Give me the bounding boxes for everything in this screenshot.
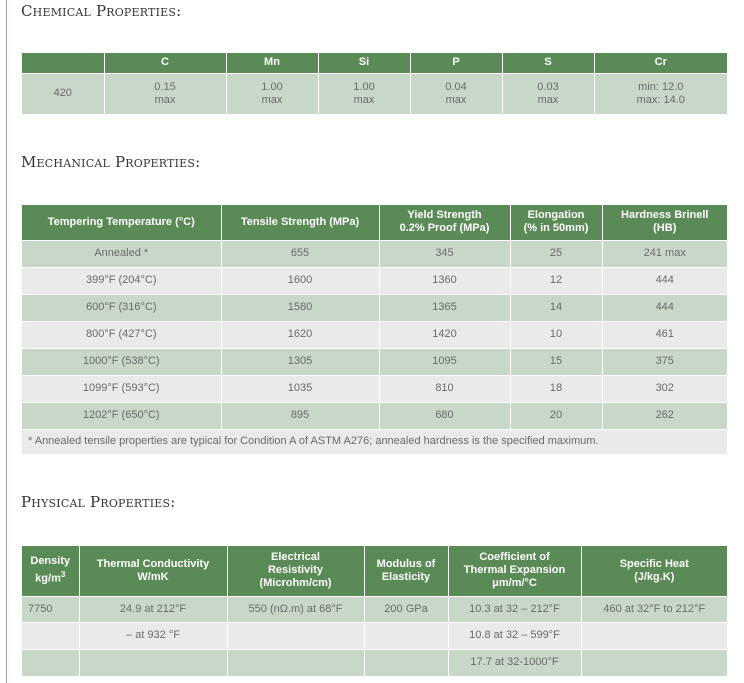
electrical-resistivity-cell bbox=[227, 622, 364, 649]
tensile-cell: 1600 bbox=[221, 267, 379, 294]
chemical-header-grade bbox=[22, 53, 104, 73]
table-row bbox=[22, 596, 727, 622]
table-row bbox=[22, 402, 727, 429]
density-cell bbox=[22, 622, 79, 649]
tensile-cell: 655 bbox=[221, 240, 379, 267]
mechanical-properties-title: Mechanical Properties: bbox=[21, 153, 201, 171]
left-border-rule bbox=[6, 0, 7, 683]
mechanical-note-row bbox=[22, 429, 727, 454]
yield-cell: 1095 bbox=[379, 348, 510, 375]
electrical-resistivity-cell bbox=[227, 649, 364, 676]
header-elongation: Elongation (% in 50mm) bbox=[510, 205, 602, 240]
header-density: Density $kg/m^3$ bbox=[22, 546, 79, 596]
hardness-cell: 302 bbox=[602, 375, 727, 402]
table-row bbox=[22, 267, 727, 294]
density-cell bbox=[22, 649, 79, 676]
header-modulus-of-elasticity: Modulus of Elasticity bbox=[364, 546, 448, 596]
thermal-expansion-cell: 10.3 at 32 – 212°F bbox=[448, 596, 581, 622]
temp-cell: 800°F (427°C) bbox=[22, 321, 221, 348]
chemical-header-mn: Mn bbox=[226, 53, 318, 73]
modulus-cell bbox=[364, 649, 448, 676]
elongation-cell: 18 bbox=[510, 375, 602, 402]
hardness-cell: 444 bbox=[602, 267, 727, 294]
mn-cell: 1.00 max bbox=[226, 73, 318, 114]
table-row bbox=[22, 294, 727, 321]
yield-cell: 1420 bbox=[379, 321, 510, 348]
elongation-cell: 14 bbox=[510, 294, 602, 321]
temp-cell: 399°F (204°C) bbox=[22, 267, 221, 294]
thermal-expansion-cell: 17.7 at 32-1000°F bbox=[448, 649, 581, 676]
c-cell: 0.15 max bbox=[104, 73, 226, 114]
table-row bbox=[22, 622, 727, 649]
thermal-conductivity-cell: – at 932 °F bbox=[79, 622, 227, 649]
mechanical-header-row bbox=[22, 205, 727, 240]
yield-cell: 810 bbox=[379, 375, 510, 402]
header-tensile-strength: Tensile Strength (MPa) bbox=[221, 205, 379, 240]
yield-cell: 1365 bbox=[379, 294, 510, 321]
specific-heat-cell bbox=[581, 622, 727, 649]
table-row bbox=[22, 348, 727, 375]
physical-properties-table bbox=[22, 546, 727, 676]
table-row bbox=[22, 240, 727, 267]
table-row bbox=[22, 375, 727, 402]
header-electrical-resistivity: Electrical Resistivity (Microhm/cm) bbox=[227, 546, 364, 596]
elongation-cell: 10 bbox=[510, 321, 602, 348]
elongation-cell: 12 bbox=[510, 267, 602, 294]
tensile-cell: 1620 bbox=[221, 321, 379, 348]
header-thermal-conductivity: Thermal Conductivity W/mK bbox=[79, 546, 227, 596]
thermal-conductivity-cell: 24.9 at 212°F bbox=[79, 596, 227, 622]
si-cell: 1.00 max bbox=[318, 73, 410, 114]
s-cell: 0.03 max bbox=[502, 73, 594, 114]
temp-cell: 1099°F (593°C) bbox=[22, 375, 221, 402]
chemical-header-row bbox=[22, 53, 727, 73]
chemical-properties-title: Chemical Properties: bbox=[21, 2, 182, 20]
thermal-expansion-cell: 10.8 at 32 – 599°F bbox=[448, 622, 581, 649]
chemical-header-si: Si bbox=[318, 53, 410, 73]
tensile-cell: 1580 bbox=[221, 294, 379, 321]
annealed-footnote: * Annealed tensile properties are typical for Condition A of ASTM A276; annealed hardness is the specified maximum. bbox=[22, 429, 727, 454]
specific-heat-cell bbox=[581, 649, 727, 676]
chemical-properties-table bbox=[22, 53, 727, 114]
physical-header-row bbox=[22, 546, 727, 596]
hardness-cell: 444 bbox=[602, 294, 727, 321]
hardness-cell: 262 bbox=[602, 402, 727, 429]
electrical-resistivity-cell: 550 (nΩ.m) at 68°F bbox=[227, 596, 364, 622]
chemical-header-s: S bbox=[502, 53, 594, 73]
table-row bbox=[22, 321, 727, 348]
p-cell: 0.04 max bbox=[410, 73, 502, 114]
tensile-cell: 895 bbox=[221, 402, 379, 429]
density-cell: 7750 bbox=[22, 596, 79, 622]
hardness-cell: 461 bbox=[602, 321, 727, 348]
chemical-header-c: C bbox=[104, 53, 226, 73]
modulus-cell bbox=[364, 622, 448, 649]
yield-cell: 345 bbox=[379, 240, 510, 267]
table-row bbox=[22, 649, 727, 676]
specific-heat-cell: 460 at 32°F to 212°F bbox=[581, 596, 727, 622]
grade-cell: 420 bbox=[22, 73, 104, 114]
temp-cell: 1202°F (650°C) bbox=[22, 402, 221, 429]
header-hardness-brinell: Hardness Brinell (HB) bbox=[602, 205, 727, 240]
elongation-cell: 25 bbox=[510, 240, 602, 267]
chemical-header-cr: Cr bbox=[594, 53, 727, 73]
header-yield-strength: Yield Strength 0.2% Proof (MPa) bbox=[379, 205, 510, 240]
modulus-cell: 200 GPa bbox=[364, 596, 448, 622]
elongation-cell: 20 bbox=[510, 402, 602, 429]
header-thermal-expansion: Coefficient of Thermal Expansion μm/m/°C bbox=[448, 546, 581, 596]
hardness-cell: 241 max bbox=[602, 240, 727, 267]
table-row bbox=[22, 73, 727, 114]
header-tempering-temperature: Tempering Temperature (°C) bbox=[22, 205, 221, 240]
tensile-cell: 1305 bbox=[221, 348, 379, 375]
chemical-header-p: P bbox=[410, 53, 502, 73]
header-specific-heat: Specific Heat (J/kg.K) bbox=[581, 546, 727, 596]
physical-properties-title: Physical Properties: bbox=[21, 493, 176, 511]
hardness-cell: 375 bbox=[602, 348, 727, 375]
cr-cell: min: 12.0 max: 14.0 bbox=[594, 73, 727, 114]
thermal-conductivity-cell bbox=[79, 649, 227, 676]
elongation-cell: 15 bbox=[510, 348, 602, 375]
temp-cell: 600°F (316°C) bbox=[22, 294, 221, 321]
temp-cell: 1000°F (538°C) bbox=[22, 348, 221, 375]
mechanical-properties-table bbox=[22, 205, 727, 454]
temp-cell: Annealed * bbox=[22, 240, 221, 267]
yield-cell: 1360 bbox=[379, 267, 510, 294]
yield-cell: 680 bbox=[379, 402, 510, 429]
tensile-cell: 1035 bbox=[221, 375, 379, 402]
